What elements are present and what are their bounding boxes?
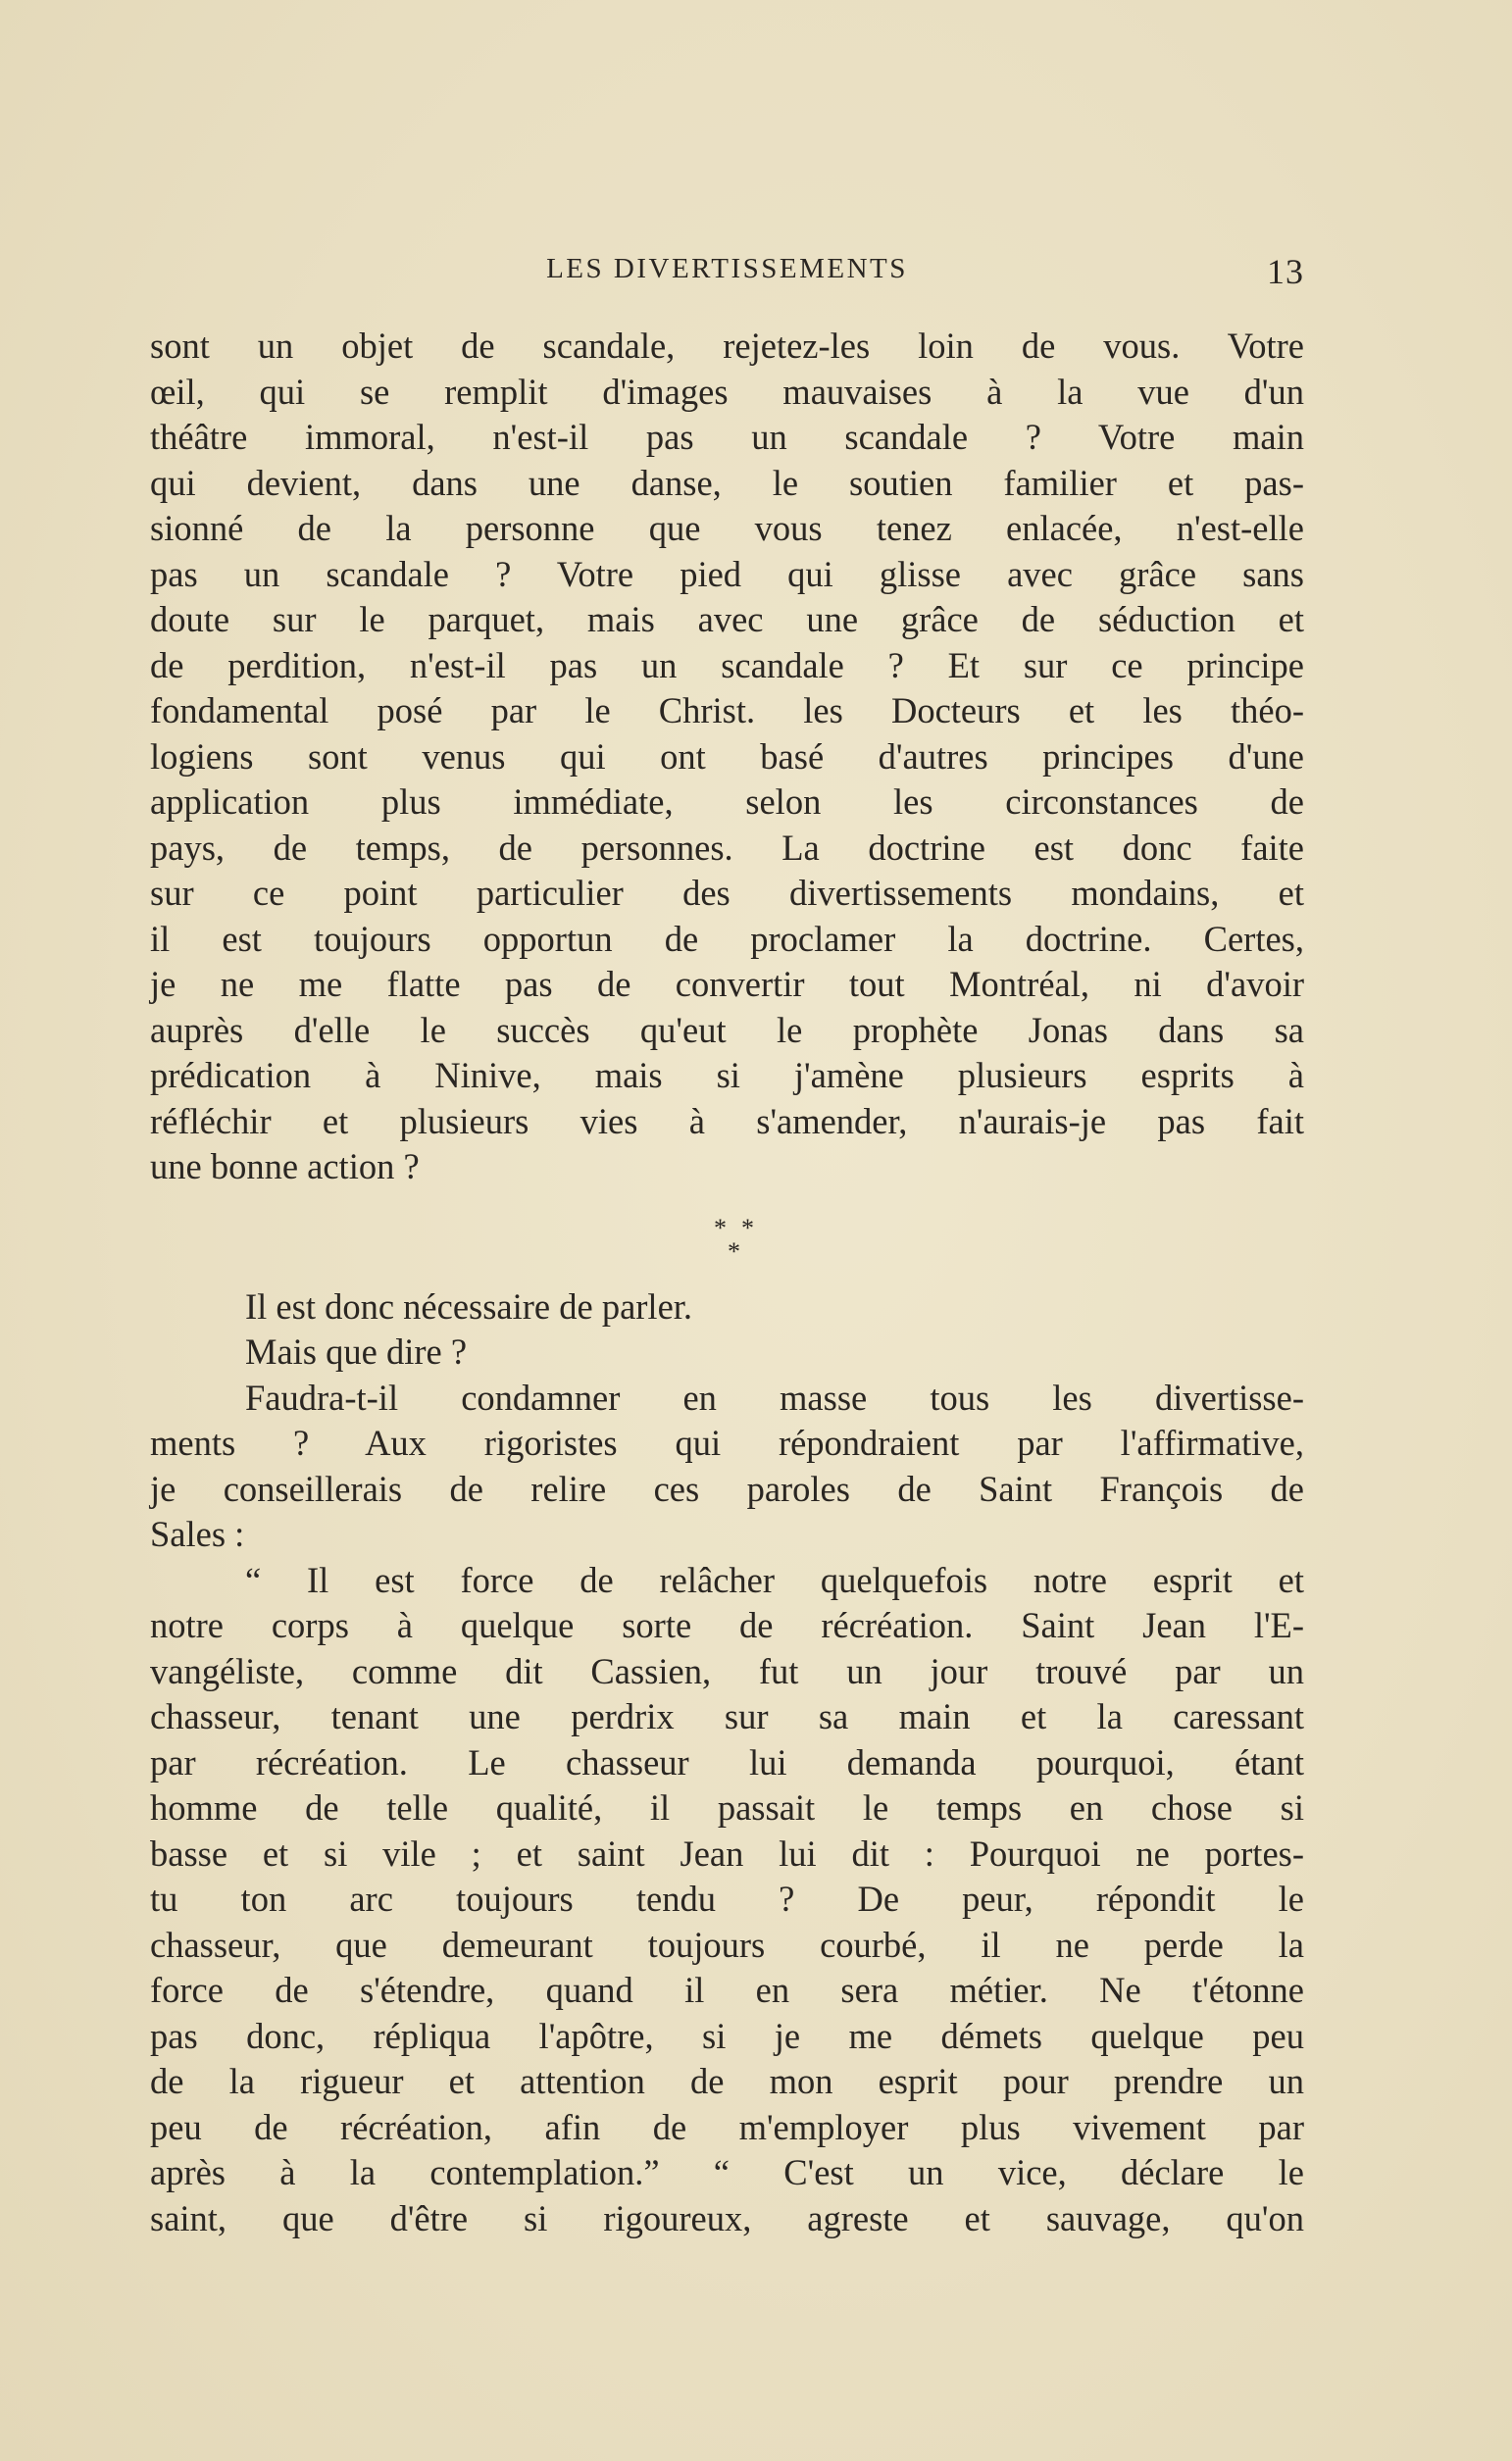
text-line: prédication à Ninive, mais si j'amène plusieurs esprits à — [150, 1055, 1304, 1095]
text-line: vangéliste, comme dit Cassien, fut un jour trouvé par un — [150, 1650, 1304, 1691]
body-text — [150, 324, 1304, 2241]
text-line: Mais que dire ? — [245, 1331, 468, 1372]
text-line: logiens sont venus qui ont basé d'autres principes d'une — [150, 735, 1304, 777]
text-line: pas donc, répliqua l'apôtre, si je me démets quelque peu — [150, 2015, 1304, 2056]
text-line: notre corps à quelque sorte de récréation. Saint Jean l'E- — [150, 1605, 1304, 1645]
text-line: Faudra-t-il condamner en masse tous les divertisse- — [245, 1377, 1304, 1418]
text-line: homme de telle qualité, il passait le temps en chose si — [150, 1787, 1304, 1828]
paragraph-3-quotation — [150, 1558, 1304, 2242]
paragraph-1 — [150, 324, 1304, 1190]
text-line: force de s'étendre, quand il en sera métier. Ne t'étonne — [150, 1970, 1304, 2010]
text-line: saint, que d'être si rigoureux, agreste et sauvage, qu'on — [150, 2197, 1304, 2238]
text-line: une bonne action ? — [150, 1146, 420, 1186]
text-line: chasseur, tenant une perdrix sur sa main et la caressant — [150, 1696, 1304, 1736]
asterism-star: * — [714, 1213, 727, 1242]
text-line: de perdition, n'est-il pas un scandale ? Et sur ce principe — [150, 644, 1304, 685]
text-line: je ne me flatte pas de convertir tout Montréal, ni d'avoir — [150, 964, 1304, 1004]
asterism-separator — [150, 1190, 1304, 1284]
text-line: sionné de la personne que vous tenez enlacée, n'est-elle — [150, 508, 1304, 548]
text-line: réfléchir et plusieurs vies à s'amender, n'aurais-je pas fait — [150, 1100, 1304, 1141]
text-line: œil, qui se remplit d'images mauvaises à la vue d'un — [150, 371, 1304, 412]
short-lines — [150, 1284, 1304, 1376]
running-title: LES DIVERTISSEMENTS — [546, 253, 908, 284]
text-line: chasseur, que demeurant toujours courbé, il ne perde la — [150, 1924, 1304, 1965]
text-line: fondamental posé par le Christ. les Docteurs et les théo- — [150, 690, 1304, 730]
text-line: par récréation. Le chasseur lui demanda pourquoi, étant — [150, 1741, 1304, 1783]
text-line: je conseillerais de relire ces paroles de Saint François de — [150, 1468, 1304, 1509]
text-line: “ Il est force de relâcher quelquefois notre esprit et — [245, 1559, 1304, 1600]
asterism-star: * — [741, 1213, 754, 1242]
text-line: de la rigueur et attention de mon esprit pour prendre un — [150, 2061, 1304, 2101]
text-line: qui devient, dans une danse, le soutien familier et pas- — [150, 462, 1304, 503]
text-line: Sales : — [150, 1514, 245, 1554]
text-line: pas un scandale ? Votre pied qui glisse avec grâce sans — [150, 553, 1304, 594]
text-line: basse et si vile ; et saint Jean lui dit : Pourquoi ne portes- — [150, 1833, 1304, 1874]
paragraph-2 — [150, 1376, 1304, 1558]
text-line: théâtre immoral, n'est-il pas un scandale ? Votre main — [150, 417, 1304, 457]
text-line: il est toujours opportun de proclamer la doctrine. Certes, — [150, 918, 1304, 959]
text-line: doute sur le parquet, mais avec une grâce de séduction et — [150, 599, 1304, 639]
text-line: application plus immédiate, selon les circonstances de — [150, 781, 1304, 822]
text-line: peu de récréation, afin de m'employer plus vivement par — [150, 2106, 1304, 2147]
text-line: pays, de temps, de personnes. La doctrine est donc faite — [150, 827, 1304, 868]
text-line: sont un objet de scandale, rejetez-les loin de vous. Votre — [150, 326, 1304, 366]
running-head — [150, 253, 1304, 292]
text-line: Il est donc nécessaire de parler. — [245, 1285, 693, 1327]
text-line: tu ton arc toujours tendu ? De peur, répondit le — [150, 1879, 1304, 1919]
asterism-star: * — [728, 1236, 740, 1266]
text-line: ments ? Aux rigoristes qui répondraient par l'affirmative, — [150, 1423, 1304, 1463]
page-number: 13 — [1267, 252, 1304, 291]
text-line: après à la contemplation.” “ C'est un vice, déclare le — [150, 2152, 1304, 2192]
text-line: auprès d'elle le succès qu'eut le prophète Jonas dans sa — [150, 1009, 1304, 1050]
text-line: sur ce point particulier des divertissements mondains, et — [150, 873, 1304, 913]
